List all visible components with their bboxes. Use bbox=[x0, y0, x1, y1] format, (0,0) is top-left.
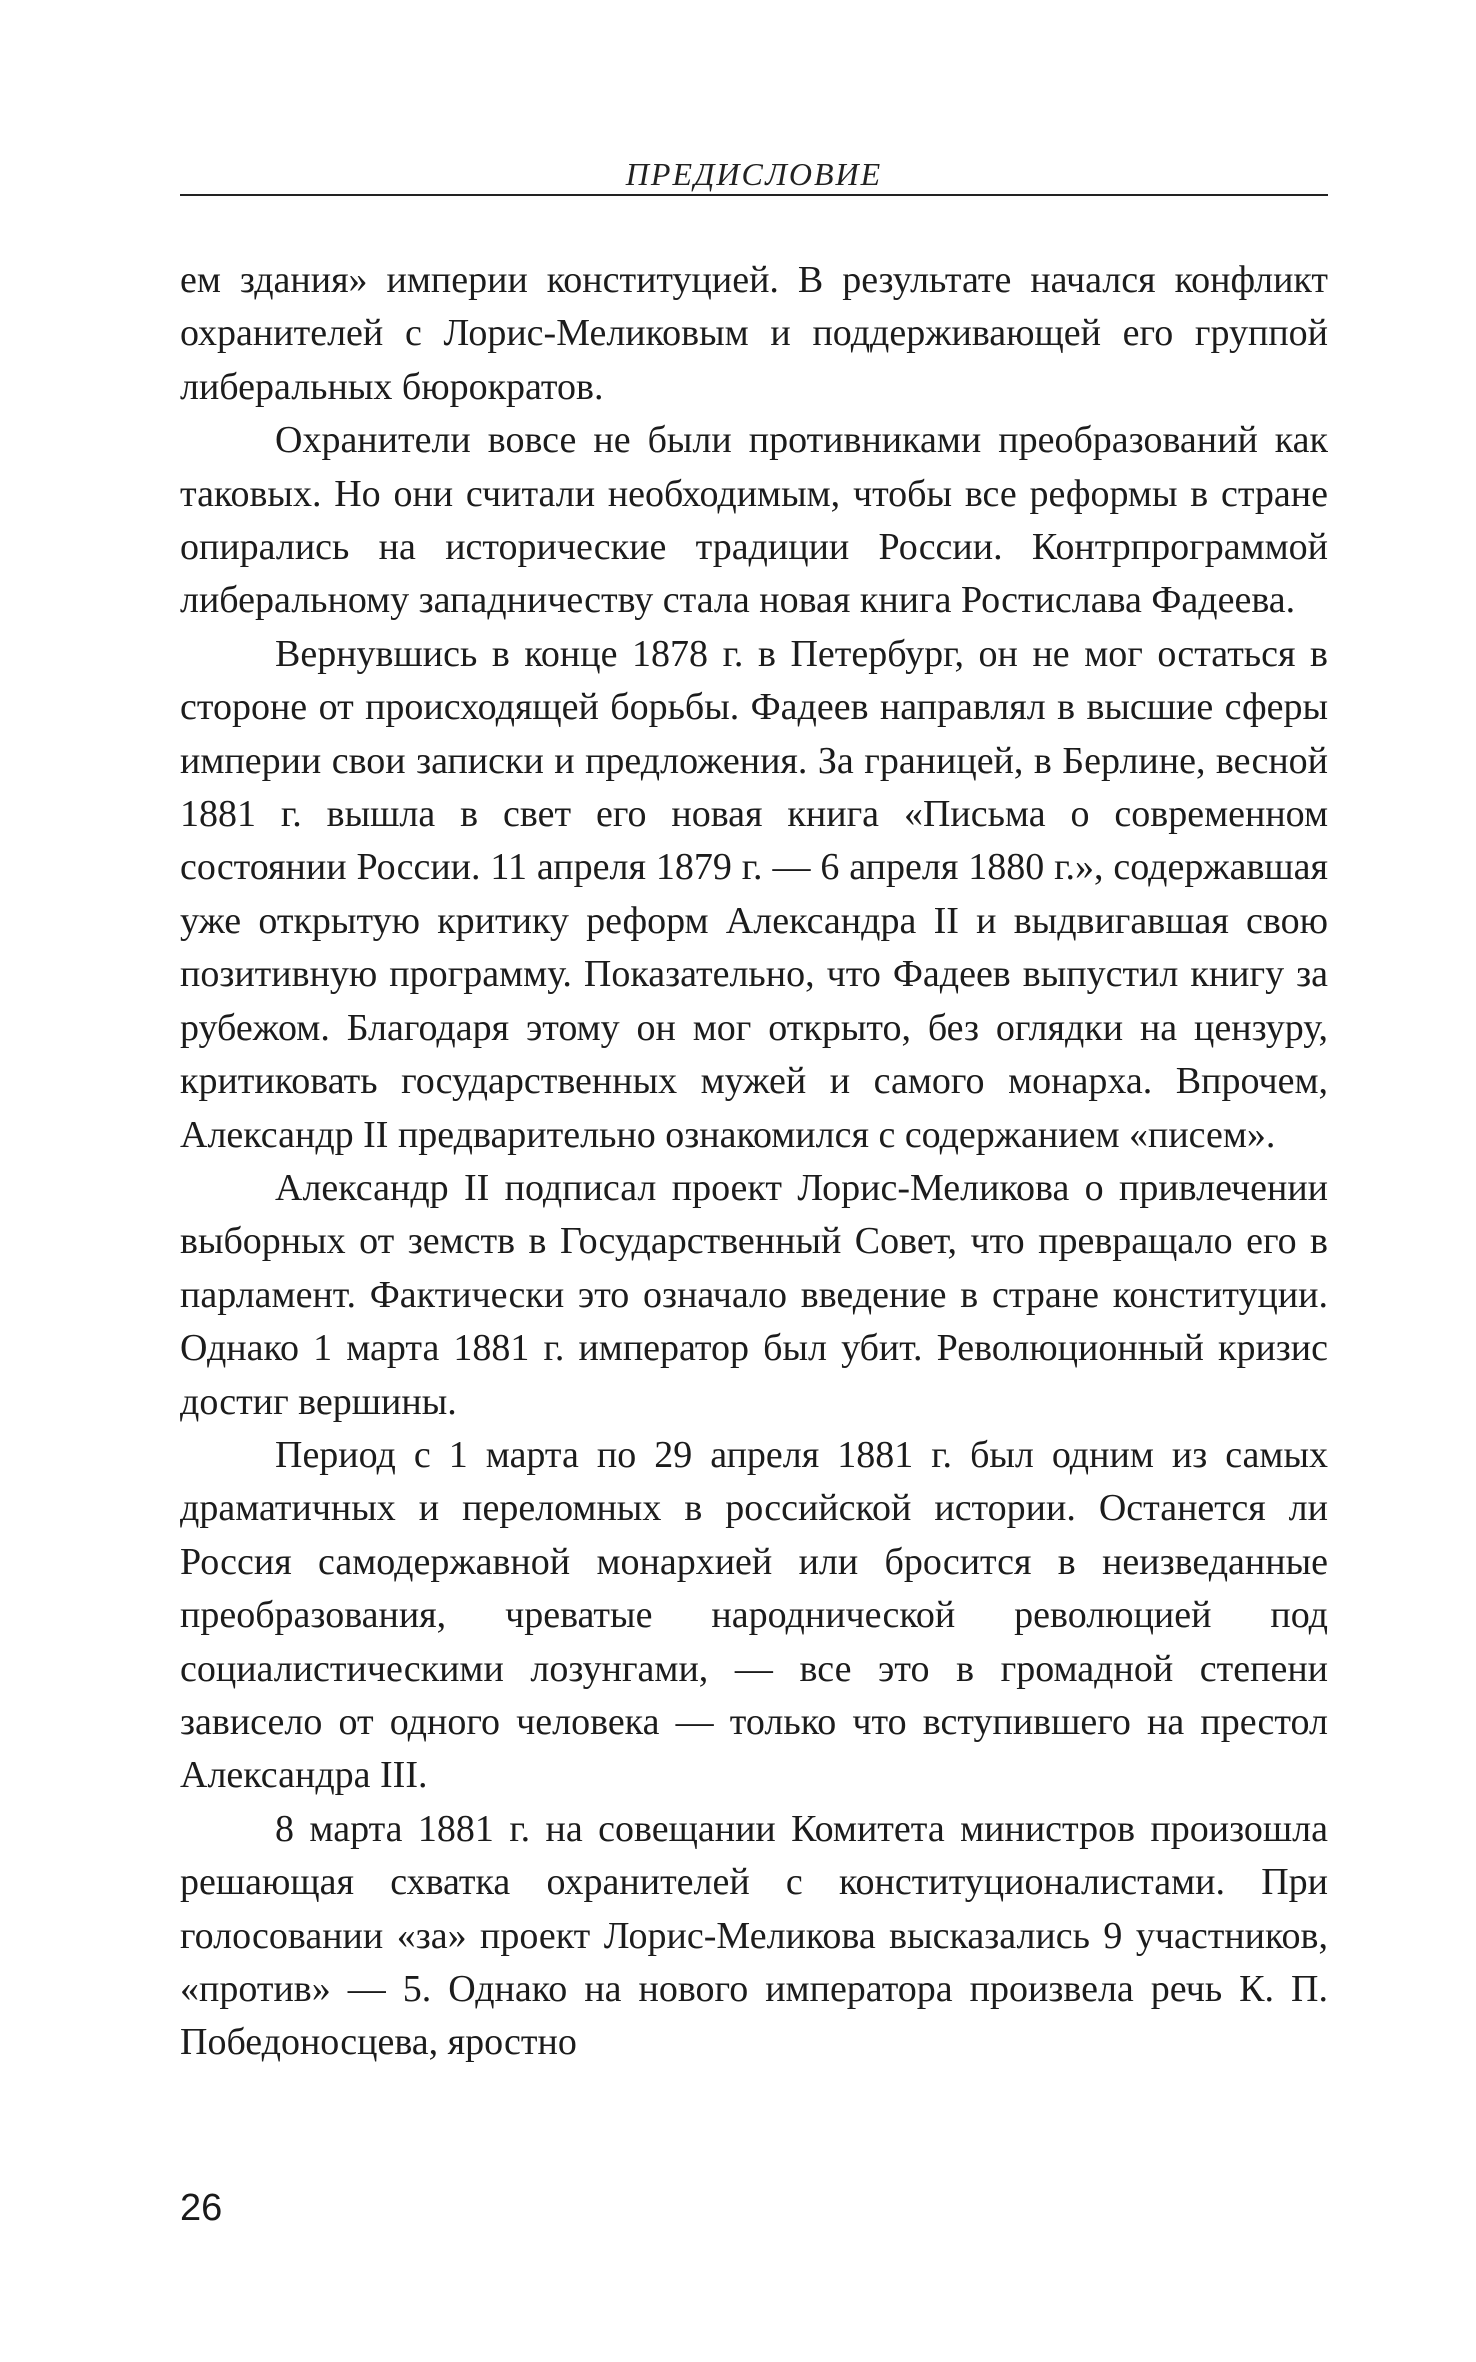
paragraph-5: Период с 1 марта по 29 апреля 1881 г. был одним из самых драматичных и переломных в российской истории. Останется ли Россия самодержавной монархией или бросится в неизведанные преобразования, чреватые народнической революцией под социалистическими лозунгами, — все это в громадной степени зависело от одного человека — только что вступившего на престол Александра III. bbox=[180, 1433, 1328, 1797]
page-number: 26 bbox=[180, 2187, 223, 2229]
paragraph-2: Охранители вовсе не были противниками преобразований как таковых. Но они считали необходимым, чтобы все реформы в стране опирались на исторические традиции России. Контрпрограммой либеральному западничеству стала новая книга Ростислава Фадеева. bbox=[180, 419, 1328, 622]
header-rule bbox=[180, 194, 1328, 196]
paragraph-6: 8 марта 1881 г. на совещании Комитета министров произошла решающая схватка охранителей с конституционалистами. При голосовании «за» проект Лорис-Меликова высказались 9 участников, «против» — 5. Однако на нового императора произвела речь К. П. Победоносцева, яростно bbox=[180, 1807, 1328, 2064]
body-text bbox=[180, 254, 1328, 2070]
running-head-title: ПРЕДИСЛОВИЕ bbox=[625, 156, 883, 192]
paragraph-4: Александр II подписал проект Лорис-Меликова о привлечении выборных от земств в Государственный Совет, что превращало его в парламент. Фактически это означало введение в стране конституции. Однако 1 марта 1881 г. император был убит. Революционный кризис достиг вершины. bbox=[180, 1166, 1328, 1423]
paragraph-1: ем здания» империи конституцией. В результате начался конфликт охранителей с Лорис-Меликовым и поддерживающей его группой либеральных бюрократов. bbox=[180, 259, 1328, 408]
paragraph-3: Вернувшись в конце 1878 г. в Петербург, он не мог остаться в стороне от происходящей борьбы. Фадеев направлял в высшие сферы империи свои записки и предложения. За границей, в Берлине, весной 1881 г. вышла в свет его новая книга «Письма о современном состоянии России. 11 апреля 1879 г. — 6 апреля 1880 г.», содержавшая уже открытую критику реформ Александра II и выдвигавшая свою позитивную программу. Показательно, что Фадеев выпустил книгу за рубежом. Благодаря этому он мог открыто, без оглядки на цензуру, критиковать государственных мужей и самого монарха. Впрочем, Александр II предварительно ознакомился с содержанием «писем». bbox=[180, 632, 1328, 1156]
